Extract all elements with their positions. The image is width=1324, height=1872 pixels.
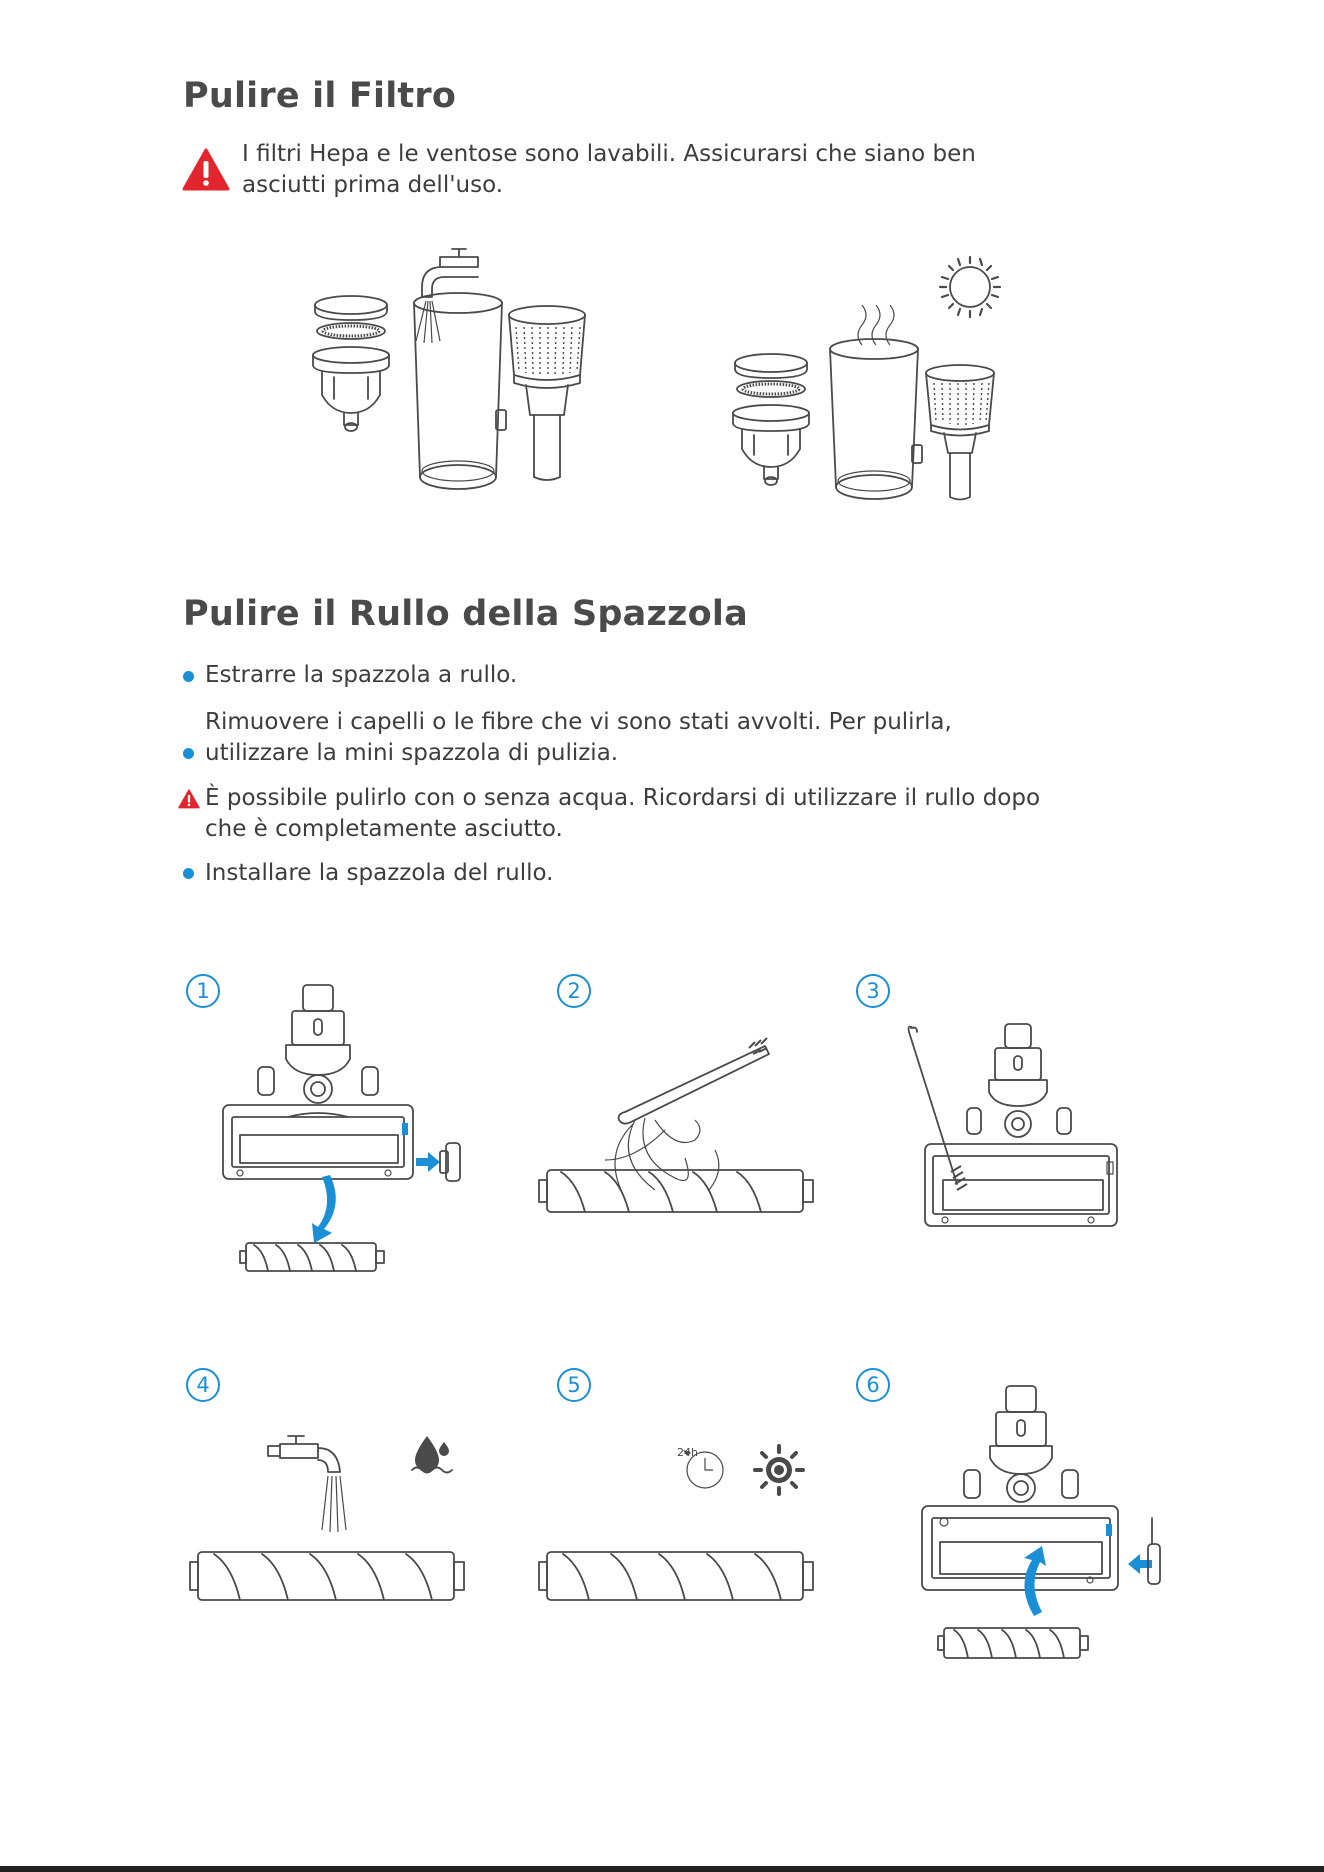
faucet-icon — [268, 1436, 340, 1472]
bottom-rule — [0, 1866, 1324, 1872]
dry-time-label: 24h — [677, 1446, 698, 1459]
end-cap — [1148, 1518, 1160, 1584]
arrow-down-curved-icon — [312, 1175, 336, 1243]
tangled-hair — [605, 1118, 719, 1194]
water-stream — [322, 1476, 346, 1532]
brush-head — [925, 1024, 1117, 1226]
cleaning-brush-tool — [619, 1038, 769, 1124]
step-3-illustration — [905, 1022, 1125, 1237]
step-4-illustration — [186, 1432, 476, 1612]
bullet-icon — [183, 671, 194, 682]
arrow-up-curved-icon — [1024, 1546, 1046, 1616]
brush-warning-line-1: È possibile pulirlo con o senza acqua. Ricordarsi di utilizzare il rullo dopo — [205, 785, 1041, 811]
water-drop-icon — [412, 1436, 452, 1473]
brush-bullet-3: Installare la spazzola del rullo. — [205, 860, 554, 886]
brush-head — [922, 1386, 1118, 1590]
dust-cup — [414, 293, 506, 489]
filter-warning-line-2: asciutti prima dell'uso. — [242, 172, 504, 198]
step-2-illustration — [535, 1040, 825, 1220]
faucet-icon — [422, 249, 478, 297]
sun-icon — [940, 257, 1000, 317]
filter-lid — [315, 296, 387, 320]
sun-icon — [755, 1446, 803, 1494]
brush-roller — [190, 1552, 464, 1600]
warning-icon — [182, 148, 230, 192]
brush-roller — [938, 1628, 1088, 1658]
step-5-illustration — [535, 1432, 825, 1612]
cyclone-base — [313, 347, 389, 431]
step-number-5: 5 — [557, 1368, 591, 1402]
brush-bullet-2-line-1: Rimuovere i capelli o le fibre che vi sono stati avvolti. Per pulirla, — [205, 709, 952, 735]
hepa-filter — [509, 306, 585, 480]
filter-section-title: Pulire il Filtro — [183, 76, 457, 116]
filter-lid — [735, 354, 807, 378]
filter-drying-illustration — [730, 255, 1030, 505]
brush-roller — [240, 1243, 384, 1271]
brush-bullet-2-line-2: utilizzare la mini spazzola di pulizia. — [205, 740, 619, 766]
step-number-3: 3 — [856, 974, 890, 1008]
mesh-filter — [317, 323, 385, 339]
end-cap — [440, 1143, 460, 1181]
brush-roller — [539, 1552, 813, 1600]
brush-roller — [539, 1170, 813, 1212]
mesh-filter — [737, 381, 805, 397]
brush-head — [223, 985, 413, 1179]
dust-cup — [830, 339, 922, 499]
step-number-1: 1 — [186, 974, 220, 1008]
arrow-right-icon — [416, 1152, 440, 1172]
step-number-6: 6 — [856, 1368, 890, 1402]
brush-bullet-1: Estrarre la spazzola a rullo. — [205, 662, 518, 688]
step-number-4: 4 — [186, 1368, 220, 1402]
cleaning-hook-tool — [909, 1027, 968, 1190]
step-number-2: 2 — [557, 974, 591, 1008]
brush-section-title: Pulire il Rullo della Spazzola — [183, 594, 748, 634]
filter-washing-illustration — [310, 245, 610, 500]
hepa-filter — [926, 365, 994, 500]
brush-warning-line-2: che è completamente asciutto. — [205, 816, 563, 842]
step-6-illustration — [920, 1384, 1160, 1664]
step-1-illustration — [218, 985, 478, 1275]
warning-icon — [178, 789, 200, 809]
cyclone-base — [733, 405, 809, 485]
bullet-icon — [183, 868, 194, 879]
bullet-icon — [183, 748, 194, 759]
filter-warning-line-1: I filtri Hepa e le ventose sono lavabili. Assicurarsi che siano ben — [242, 141, 976, 167]
